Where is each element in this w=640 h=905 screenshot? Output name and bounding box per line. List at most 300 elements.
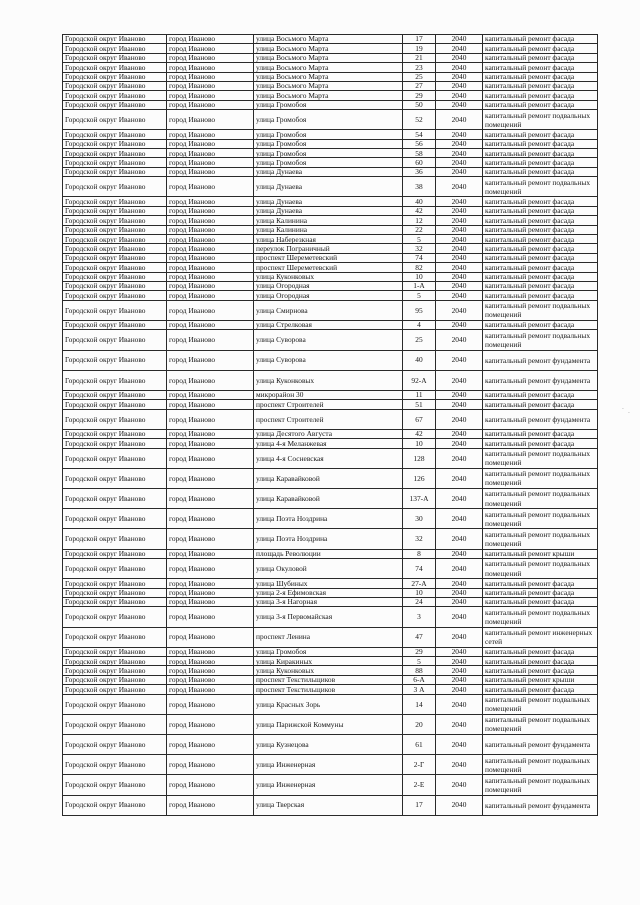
city-cell: город Иваново [167,685,254,694]
year-cell: 2040 [436,139,483,148]
year-cell: 2040 [436,675,483,684]
city-cell: город Иваново [167,755,254,775]
year-cell: 2040 [436,597,483,606]
year-cell: 2040 [436,579,483,588]
street-cell: улица Десятого Августа [254,429,403,438]
street-cell: улица Тверская [254,795,403,815]
year-cell: 2040 [436,272,483,281]
house-number-cell: 61 [403,735,436,755]
year-cell: 2040 [436,330,483,350]
house-number-cell: 10 [403,588,436,597]
table-row [63,409,598,429]
street-cell: улица Восьмого Марта [254,72,403,81]
work-type-cell: капитальный ремонт фасада [483,272,598,281]
table-row [63,63,598,72]
house-number-cell: 126 [403,468,436,488]
work-type-cell: капитальный ремонт фасада [483,235,598,244]
table-row [63,549,598,558]
city-cell: город Иваново [167,429,254,438]
house-number-cell: 82 [403,263,436,272]
year-cell: 2040 [436,63,483,72]
work-type-cell: капитальный ремонт подвальных помещений [483,468,598,488]
year-cell: 2040 [436,206,483,215]
street-cell: улица Громобоя [254,647,403,656]
street-cell: улица Громобоя [254,139,403,148]
house-number-cell: 10 [403,272,436,281]
work-type-cell: капитальный ремонт фасада [483,139,598,148]
year-cell: 2040 [436,489,483,509]
okrug-cell: Городской округ Иваново [63,468,167,488]
work-type-cell: капитальный ремонт фасада [483,216,598,225]
street-cell: улица Дунаева [254,177,403,197]
street-cell: улица Каравайковой [254,468,403,488]
table-row [63,139,598,148]
house-number-cell: 2-Е [403,775,436,795]
street-cell: проспект Ленина [254,627,403,647]
work-type-cell: капитальный ремонт фасада [483,579,598,588]
house-number-cell: 25 [403,72,436,81]
city-cell: город Иваново [167,350,254,370]
work-type-cell: капитальный ремонт подвальных помещений [483,714,598,734]
house-number-cell: 24 [403,597,436,606]
street-cell: проспект Текстильщиков [254,685,403,694]
street-cell: улица Огородная [254,291,403,300]
table-row [63,206,598,215]
table-row [63,110,598,130]
table-row [63,607,598,627]
year-cell: 2040 [436,197,483,206]
work-type-cell: капитальный ремонт фасада [483,429,598,438]
city-cell: город Иваново [167,330,254,350]
okrug-cell: Городской округ Иваново [63,489,167,509]
city-cell: город Иваново [167,657,254,666]
table-row [63,370,598,390]
year-cell: 2040 [436,685,483,694]
city-cell: город Иваново [167,63,254,72]
city-cell: город Иваново [167,158,254,167]
year-cell: 2040 [436,320,483,329]
table-row [63,263,598,272]
work-type-cell: капитальный ремонт фасада [483,244,598,253]
street-cell: улица Кузнецова [254,735,403,755]
city-cell: город Иваново [167,558,254,578]
house-number-cell: 52 [403,110,436,130]
city-cell: город Иваново [167,53,254,62]
house-number-cell: 50 [403,100,436,109]
street-cell: улица Парижской Коммуны [254,714,403,734]
okrug-cell: Городской округ Иваново [63,167,167,176]
year-cell: 2040 [436,35,483,44]
work-type-cell: капитальный ремонт подвальных помещений [483,448,598,468]
okrug-cell: Городской округ Иваново [63,263,167,272]
year-cell: 2040 [436,549,483,558]
year-cell: 2040 [436,795,483,815]
city-cell: город Иваново [167,735,254,755]
city-cell: город Иваново [167,320,254,329]
street-cell: улица Громобоя [254,158,403,167]
work-type-cell: капитальный ремонт подвальных помещений [483,330,598,350]
house-number-cell: 74 [403,558,436,578]
year-cell: 2040 [436,53,483,62]
table-row [63,225,598,234]
year-cell: 2040 [436,607,483,627]
okrug-cell: Городской округ Иваново [63,400,167,409]
city-cell: город Иваново [167,272,254,281]
okrug-cell: Городской округ Иваново [63,53,167,62]
street-cell: улица Суворова [254,330,403,350]
house-number-cell: 5 [403,235,436,244]
work-type-cell: капитальный ремонт подвальных помещений [483,694,598,714]
okrug-cell: Городской округ Иваново [63,549,167,558]
house-number-cell: 23 [403,63,436,72]
okrug-cell: Городской округ Иваново [63,35,167,44]
table-row [63,666,598,675]
house-number-cell: 5 [403,657,436,666]
okrug-cell: Городской округ Иваново [63,320,167,329]
table-row [63,714,598,734]
street-cell: улица 3-я Нагорная [254,597,403,606]
okrug-cell: Городской округ Иваново [63,197,167,206]
house-number-cell: 6-А [403,675,436,684]
city-cell: город Иваново [167,300,254,320]
house-number-cell: 27-А [403,579,436,588]
house-number-cell: 95 [403,300,436,320]
street-cell: улица Восьмого Марта [254,44,403,53]
work-type-cell: капитальный ремонт фасада [483,390,598,399]
work-type-cell: капитальный ремонт фасада [483,72,598,81]
okrug-cell: Городской округ Иваново [63,81,167,90]
okrug-cell: Городской округ Иваново [63,647,167,656]
okrug-cell: Городской округ Иваново [63,657,167,666]
city-cell: город Иваново [167,627,254,647]
okrug-cell: Городской округ Иваново [63,509,167,529]
street-cell: улица Поэта Ноздрина [254,529,403,549]
street-cell: улица Восьмого Марта [254,35,403,44]
work-type-cell: капитальный ремонт фасада [483,53,598,62]
house-number-cell: 22 [403,225,436,234]
year-cell: 2040 [436,91,483,100]
year-cell: 2040 [436,263,483,272]
street-cell: улица Дунаева [254,167,403,176]
okrug-cell: Городской округ Иваново [63,291,167,300]
work-type-cell: капитальный ремонт фасада [483,167,598,176]
street-cell: улица Окуловой [254,558,403,578]
city-cell: город Иваново [167,549,254,558]
okrug-cell: Городской округ Иваново [63,149,167,158]
work-type-cell: капитальный ремонт фасада [483,44,598,53]
house-number-cell: 12 [403,216,436,225]
city-cell: город Иваново [167,489,254,509]
okrug-cell: Городской округ Иваново [63,439,167,448]
city-cell: город Иваново [167,795,254,815]
table-row [63,244,598,253]
street-cell: улица Красных Зорь [254,694,403,714]
house-number-cell: 4 [403,320,436,329]
table-row [63,272,598,281]
city-cell: город Иваново [167,694,254,714]
city-cell: город Иваново [167,81,254,90]
city-cell: город Иваново [167,235,254,244]
table-row [63,775,598,795]
street-cell: улица Огородная [254,281,403,290]
street-cell: улица Шубиных [254,579,403,588]
work-type-cell: капитальный ремонт подвальных помещений [483,489,598,509]
year-cell: 2040 [436,158,483,167]
work-type-cell: капитальный ремонт крыши [483,675,598,684]
okrug-cell: Городской округ Иваново [63,597,167,606]
okrug-cell: Городской округ Иваново [63,370,167,390]
table-row [63,281,598,290]
house-number-cell: 32 [403,244,436,253]
year-cell: 2040 [436,529,483,549]
year-cell: 2040 [436,225,483,234]
table-body [63,35,598,816]
okrug-cell: Городской округ Иваново [63,130,167,139]
city-cell: город Иваново [167,675,254,684]
work-type-cell: капитальный ремонт подвальных помещений [483,110,598,130]
year-cell: 2040 [436,439,483,448]
year-cell: 2040 [436,167,483,176]
city-cell: город Иваново [167,647,254,656]
scan-speck: · [628,410,630,417]
city-cell: город Иваново [167,468,254,488]
table-row [63,320,598,329]
work-type-cell: капитальный ремонт фундамента [483,350,598,370]
city-cell: город Иваново [167,216,254,225]
year-cell: 2040 [436,177,483,197]
city-cell: город Иваново [167,775,254,795]
table-row [63,72,598,81]
okrug-cell: Городской округ Иваново [63,44,167,53]
okrug-cell: Городской округ Иваново [63,216,167,225]
year-cell: 2040 [436,775,483,795]
street-cell: улица Громобоя [254,130,403,139]
city-cell: город Иваново [167,35,254,44]
work-type-cell: капитальный ремонт фундамента [483,795,598,815]
street-cell: улица Инженерная [254,775,403,795]
okrug-cell: Городской округ Иваново [63,694,167,714]
city-cell: город Иваново [167,291,254,300]
okrug-cell: Городской округ Иваново [63,558,167,578]
table-row [63,795,598,815]
table-row [63,448,598,468]
house-number-cell: 29 [403,91,436,100]
work-type-cell: капитальный ремонт подвальных помещений [483,607,598,627]
street-cell: улица Дунаева [254,206,403,215]
table-row [63,579,598,588]
house-number-cell: 51 [403,400,436,409]
okrug-cell: Городской округ Иваново [63,177,167,197]
table-row [63,529,598,549]
scan-speck: · [622,406,624,413]
house-number-cell: 29 [403,647,436,656]
work-type-cell: капитальный ремонт фундамента [483,409,598,429]
work-type-cell: капитальный ремонт подвальных помещений [483,529,598,549]
year-cell: 2040 [436,100,483,109]
house-number-cell: 74 [403,253,436,262]
table-row [63,216,598,225]
okrug-cell: Городской округ Иваново [63,139,167,148]
okrug-cell: Городской округ Иваново [63,448,167,468]
city-cell: город Иваново [167,100,254,109]
repair-schedule-table [62,34,598,816]
street-cell: проспект Шереметевский [254,263,403,272]
okrug-cell: Городской округ Иваново [63,330,167,350]
house-number-cell: 30 [403,509,436,529]
table-row [63,235,598,244]
work-type-cell: капитальный ремонт фасада [483,158,598,167]
house-number-cell: 56 [403,139,436,148]
okrug-cell: Городской округ Иваново [63,206,167,215]
year-cell: 2040 [436,735,483,755]
year-cell: 2040 [436,714,483,734]
house-number-cell: 3 [403,607,436,627]
table-row [63,558,598,578]
city-cell: город Иваново [167,139,254,148]
street-cell: улица Куконковых [254,272,403,281]
city-cell: город Иваново [167,400,254,409]
house-number-cell: 40 [403,197,436,206]
year-cell: 2040 [436,558,483,578]
year-cell: 2040 [436,370,483,390]
year-cell: 2040 [436,149,483,158]
city-cell: город Иваново [167,167,254,176]
table-row [63,35,598,44]
house-number-cell: 32 [403,529,436,549]
year-cell: 2040 [436,647,483,656]
year-cell: 2040 [436,409,483,429]
okrug-cell: Городской округ Иваново [63,588,167,597]
city-cell: город Иваново [167,263,254,272]
street-cell: улица Громобоя [254,149,403,158]
street-cell: улица 2-я Ефимовская [254,588,403,597]
city-cell: город Иваново [167,206,254,215]
city-cell: город Иваново [167,91,254,100]
okrug-cell: Городской округ Иваново [63,795,167,815]
table-row [63,647,598,656]
table-row [63,177,598,197]
street-cell: переулок Пограничный [254,244,403,253]
street-cell: улица 3-я Первомайская [254,607,403,627]
street-cell: проспект Шереметевский [254,253,403,262]
house-number-cell: 40 [403,350,436,370]
work-type-cell: капитальный ремонт подвальных помещений [483,300,598,320]
okrug-cell: Городской округ Иваново [63,627,167,647]
house-number-cell: 25 [403,330,436,350]
okrug-cell: Городской округ Иваново [63,755,167,775]
street-cell: улица Куконковых [254,666,403,675]
city-cell: город Иваново [167,579,254,588]
table-row [63,468,598,488]
house-number-cell: 2-Г [403,755,436,775]
year-cell: 2040 [436,429,483,438]
street-cell: улица Калинина [254,225,403,234]
table-row [63,694,598,714]
table-row [63,755,598,775]
okrug-cell: Городской округ Иваново [63,666,167,675]
table-row [63,197,598,206]
city-cell: город Иваново [167,244,254,253]
work-type-cell: капитальный ремонт фасада [483,657,598,666]
table-row [63,675,598,684]
street-cell: улица Наберезкная [254,235,403,244]
house-number-cell: 137-А [403,489,436,509]
work-type-cell: капитальный ремонт фасада [483,197,598,206]
year-cell: 2040 [436,666,483,675]
work-type-cell: капитальный ремонт фасада [483,81,598,90]
year-cell: 2040 [436,468,483,488]
work-type-cell: капитальный ремонт подвальных помещений [483,755,598,775]
okrug-cell: Городской округ Иваново [63,253,167,262]
street-cell: проспект Текстильщиков [254,675,403,684]
street-cell: улица Куконковых [254,370,403,390]
table-row [63,81,598,90]
house-number-cell: 10 [403,439,436,448]
work-type-cell: капитальный ремонт фасада [483,35,598,44]
work-type-cell: капитальный ремонт подвальных помещений [483,177,598,197]
work-type-cell: капитальный ремонт крыши [483,549,598,558]
okrug-cell: Городской округ Иваново [63,91,167,100]
year-cell: 2040 [436,300,483,320]
table-row [63,158,598,167]
okrug-cell: Городской округ Иваново [63,685,167,694]
street-cell: улица Каравайковой [254,489,403,509]
table-row [63,130,598,139]
house-number-cell: 60 [403,158,436,167]
city-cell: город Иваново [167,529,254,549]
street-cell: улица Восьмого Марта [254,81,403,90]
table-row [63,489,598,509]
house-number-cell: 20 [403,714,436,734]
house-number-cell: 128 [403,448,436,468]
table-row [63,350,598,370]
okrug-cell: Городской округ Иваново [63,110,167,130]
table-row [63,509,598,529]
table-row [63,291,598,300]
table-row [63,685,598,694]
city-cell: город Иваново [167,439,254,448]
okrug-cell: Городской округ Иваново [63,775,167,795]
street-cell: улица Восьмого Марта [254,53,403,62]
house-number-cell: 47 [403,627,436,647]
table-row [63,100,598,109]
work-type-cell: капитальный ремонт подвальных помещений [483,775,598,795]
year-cell: 2040 [436,657,483,666]
okrug-cell: Городской округ Иваново [63,390,167,399]
house-number-cell: 92-А [403,370,436,390]
year-cell: 2040 [436,509,483,529]
city-cell: город Иваново [167,130,254,139]
city-cell: город Иваново [167,197,254,206]
year-cell: 2040 [436,253,483,262]
city-cell: город Иваново [167,597,254,606]
house-number-cell: 19 [403,44,436,53]
city-cell: город Иваново [167,666,254,675]
work-type-cell: капитальный ремонт фасада [483,91,598,100]
table-row [63,53,598,62]
table-row [63,167,598,176]
year-cell: 2040 [436,291,483,300]
house-number-cell: 17 [403,795,436,815]
house-number-cell: 21 [403,53,436,62]
work-type-cell: капитальный ремонт фасада [483,263,598,272]
house-number-cell: 67 [403,409,436,429]
work-type-cell: капитальный ремонт фасада [483,149,598,158]
work-type-cell: капитальный ремонт фасада [483,647,598,656]
street-cell: улица Киракиных [254,657,403,666]
house-number-cell: 38 [403,177,436,197]
house-number-cell: 17 [403,35,436,44]
